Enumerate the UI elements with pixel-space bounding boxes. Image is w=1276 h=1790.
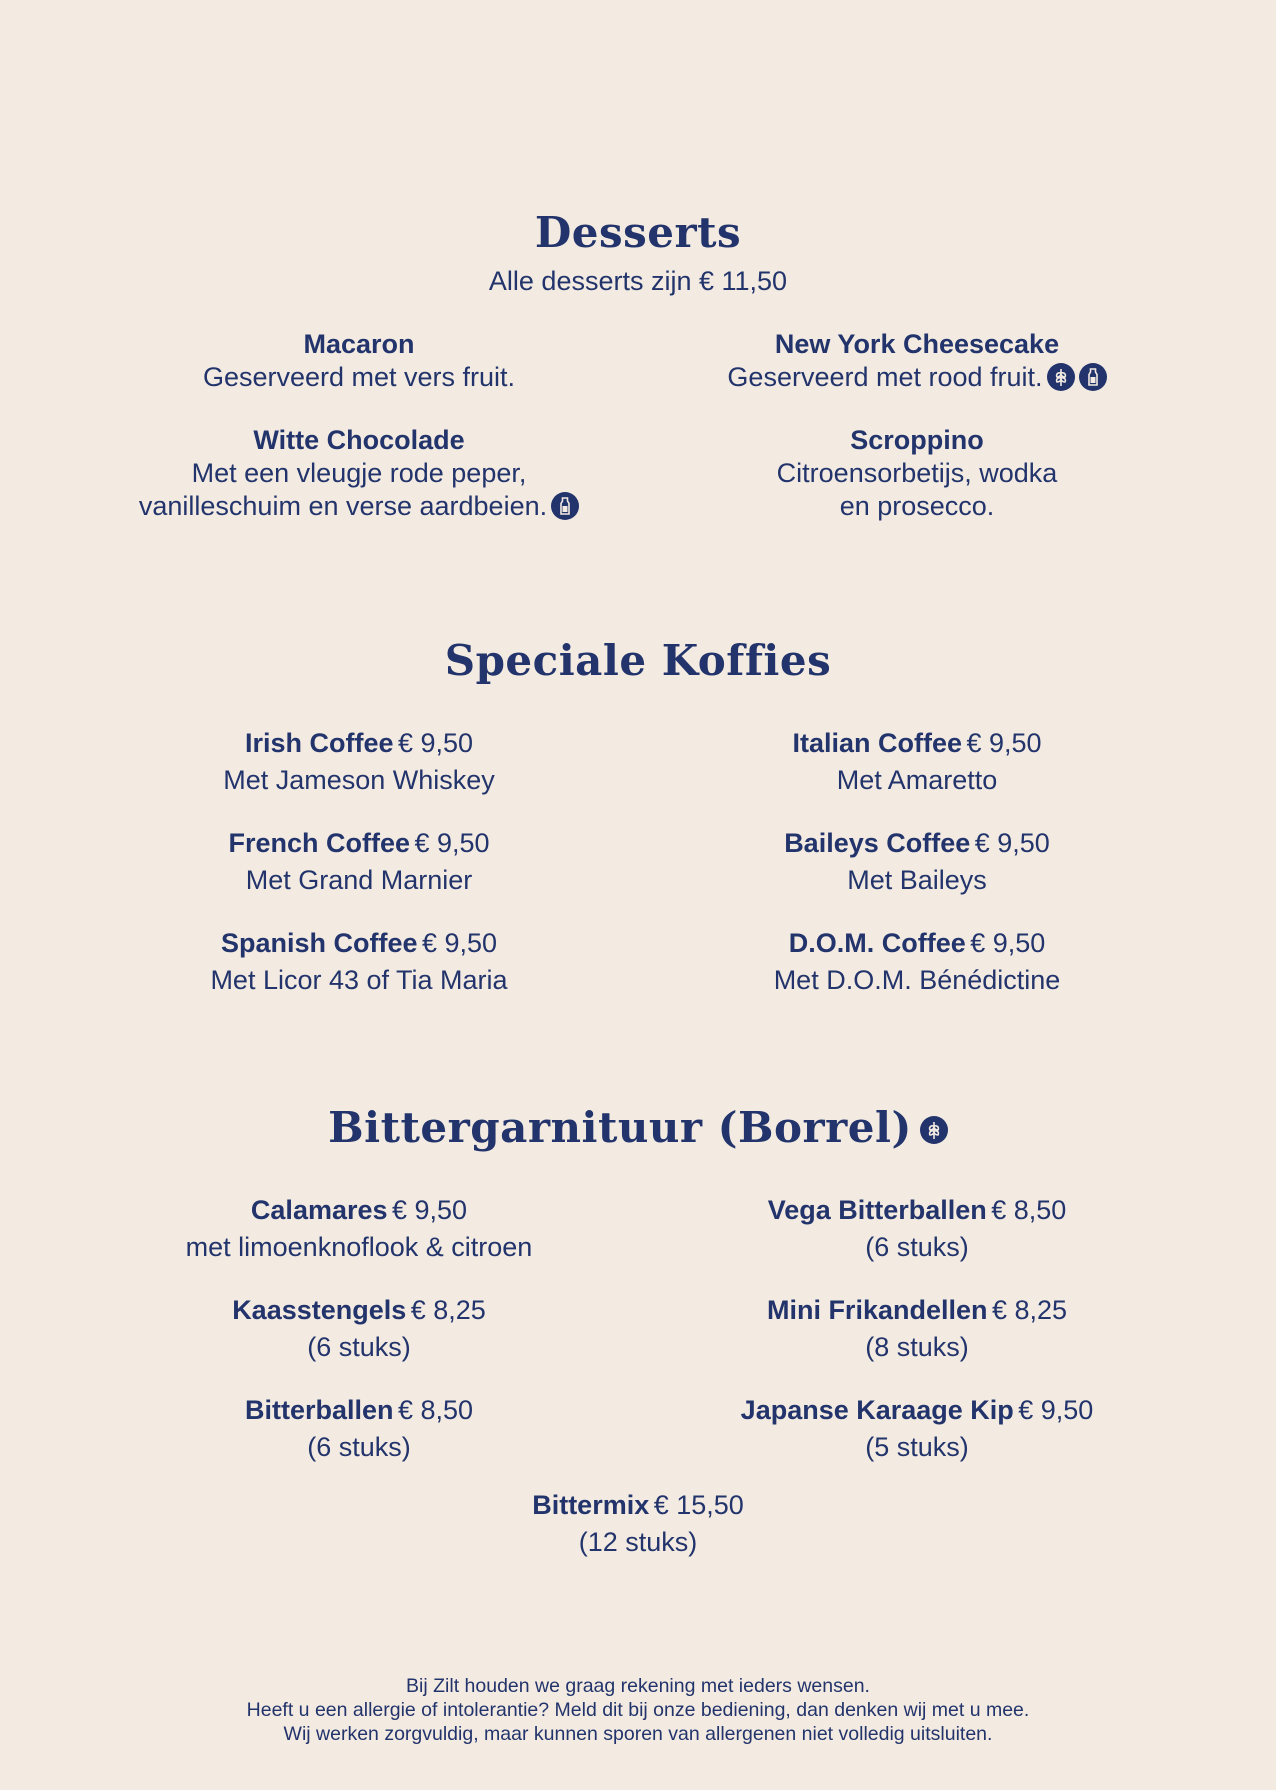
koffies-left-column <box>79 727 639 1027</box>
menu-item <box>79 1394 639 1464</box>
item-name: Calamares <box>250 1195 388 1225</box>
item-desc: Met Baileys <box>847 865 987 895</box>
menu-item <box>79 328 639 394</box>
item-desc: (12 stuks) <box>578 1527 698 1557</box>
item-desc-text: Met een vleugje rode peper, <box>191 458 527 488</box>
item-desc-line <box>637 490 1197 523</box>
item-price: € 9,50 <box>966 728 1042 758</box>
item-desc-line <box>79 457 639 490</box>
item-price: € 9,50 <box>421 928 498 958</box>
item-price: € 8,50 <box>397 1395 474 1425</box>
item-desc-text: en prosecco. <box>839 491 995 521</box>
item-desc: Met Grand Marnier <box>245 865 473 895</box>
item-name: Baileys Coffee <box>784 828 971 858</box>
item-desc-line <box>79 490 639 523</box>
menu-item <box>637 1294 1197 1364</box>
item-name: Italian Coffee <box>792 728 962 758</box>
borrel-right-column <box>637 1194 1197 1494</box>
item-price: € 9,50 <box>1018 1395 1094 1425</box>
item-name: Bittermix <box>532 1490 650 1520</box>
borrel-section <box>0 1105 1276 1151</box>
item-desc-line <box>637 457 1197 490</box>
menu-item <box>637 727 1197 797</box>
gluten-icon <box>1047 363 1075 391</box>
koffies-title: Speciale Koffies <box>444 636 832 685</box>
item-name: Scroppino <box>850 425 984 455</box>
item-name: Vega Bitterballen <box>767 1195 987 1225</box>
item-desc: Met Jameson Whiskey <box>223 765 495 795</box>
item-price: € 9,50 <box>391 1195 468 1225</box>
item-desc-text: Geserveerd met vers fruit. <box>202 362 516 392</box>
koffies-right-column <box>637 727 1197 1027</box>
desserts-subtitle: Alle desserts zijn € 11,50 <box>488 266 788 297</box>
item-name: Macaron <box>303 329 415 359</box>
milk-icon <box>1079 363 1107 391</box>
menu-item <box>637 1394 1197 1464</box>
item-name: Kaasstengels <box>232 1295 407 1325</box>
menu-item <box>79 827 639 897</box>
desserts-section <box>0 210 1276 297</box>
item-desc: Met D.O.M. Bénédictine <box>773 965 1061 995</box>
menu-item <box>637 424 1197 523</box>
item-desc: Met Licor 43 of Tia Maria <box>210 965 508 995</box>
borrel-center-item <box>0 1489 1276 1589</box>
desserts-title: Desserts <box>534 208 742 257</box>
item-name: Irish Coffee <box>244 728 394 758</box>
desserts-left-column <box>79 328 639 553</box>
footer-line: Heeft u een allergie of intolerantie? Meld dit bij onze bediening, dan denken wij met u mee. <box>246 1699 1030 1721</box>
item-desc: (6 stuks) <box>307 1332 411 1362</box>
menu-item <box>79 727 639 797</box>
item-name: Witte Chocolade <box>253 425 465 455</box>
item-desc: met limoenknoflook & citroen <box>185 1232 533 1262</box>
menu-item <box>637 328 1197 394</box>
borrel-title <box>0 1105 1276 1151</box>
item-desc: (5 stuks) <box>865 1432 969 1462</box>
item-price: € 8,50 <box>991 1195 1067 1225</box>
menu-item <box>79 1294 639 1364</box>
menu-item <box>0 1489 1276 1559</box>
item-desc-text: Geserveerd met rood fruit. <box>727 362 1043 392</box>
koffies-section <box>0 638 1276 684</box>
item-name: Spanish Coffee <box>220 928 418 958</box>
footer-line: Bij Zilt houden we graag rekening met ieders wensen. <box>406 1675 870 1697</box>
item-desc-line <box>79 361 639 394</box>
footer-line: Wij werken zorgvuldig, maar kunnen sporen van allergenen niet volledig uitsluiten. <box>283 1723 993 1745</box>
menu-item <box>79 1194 639 1264</box>
item-name: New York Cheesecake <box>774 329 1060 359</box>
item-name: Mini Frikandellen <box>766 1295 988 1325</box>
item-price: € 8,25 <box>991 1295 1068 1325</box>
item-name: D.O.M. Coffee <box>788 928 966 958</box>
item-price: € 8,25 <box>410 1295 486 1325</box>
menu-item <box>637 827 1197 897</box>
item-desc: (8 stuks) <box>865 1332 969 1362</box>
item-desc: (6 stuks) <box>307 1432 411 1462</box>
borrel-title-text: Bittergarnituur (Borrel) <box>328 1103 912 1152</box>
item-desc-line <box>637 361 1197 394</box>
item-desc: Met Amaretto <box>836 765 998 795</box>
item-desc-text: vanilleschuim en verse aardbeien. <box>138 491 548 521</box>
item-name: Japanse Karaage Kip <box>740 1395 1014 1425</box>
item-name: French Coffee <box>228 828 410 858</box>
menu-item <box>637 927 1197 997</box>
item-price: € 9,50 <box>970 928 1046 958</box>
borrel-left-column <box>79 1194 639 1494</box>
item-price: € 9,50 <box>414 828 490 858</box>
menu-item <box>79 927 639 997</box>
milk-icon <box>551 492 579 520</box>
menu-item <box>637 1194 1197 1264</box>
item-price: € 15,50 <box>653 1490 744 1520</box>
menu-item <box>79 424 639 523</box>
allergy-footer <box>0 1674 1276 1746</box>
gluten-icon <box>920 1116 948 1144</box>
desserts-right-column <box>637 328 1197 553</box>
item-price: € 9,50 <box>397 728 474 758</box>
item-price: € 9,50 <box>974 828 1050 858</box>
item-desc: (6 stuks) <box>865 1232 969 1262</box>
item-name: Bitterballen <box>244 1395 394 1425</box>
item-desc-text: Citroensorbetijs, wodka <box>776 458 1058 488</box>
